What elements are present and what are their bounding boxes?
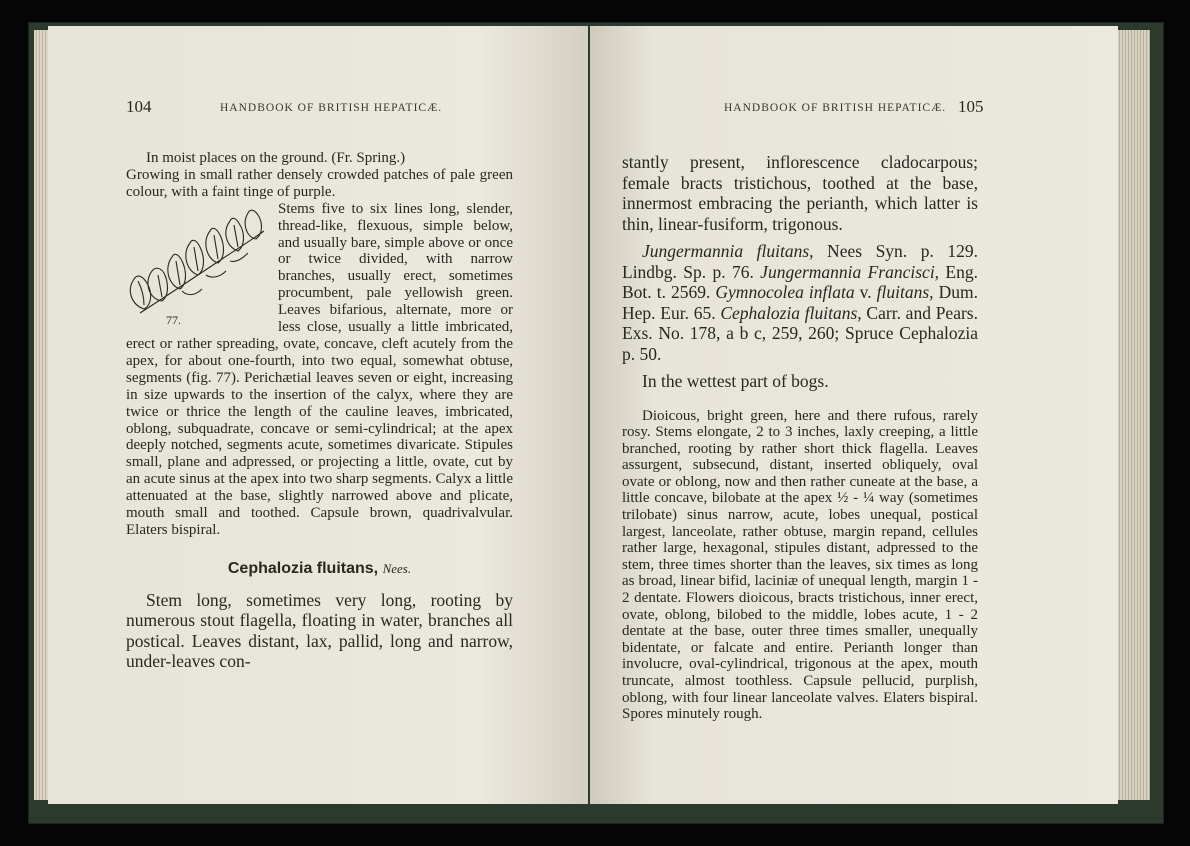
synonymy-ref-3: v. [854, 282, 877, 302]
synonym-3: Gymnocolea inflata [715, 282, 855, 302]
synonymy-ref-1: Nees Syn. p. 129. Lindbg. Sp. p. 76. [622, 241, 978, 282]
synonymy-ref-2: Eng. Bot. t. 2569. [622, 261, 978, 302]
synonymy-ref-4: Dum. Hep. Eur. 65. [622, 282, 978, 323]
synonym-2: Jungermannia Francisci, [760, 261, 940, 282]
continuation-text: stantly present, inflorescence cladocarpous; female bracts tristichous, toothed at the base, innermost embracing the perianth, which latter is thin, linear-fusiform, trigonous. [622, 152, 978, 234]
synonymy-paragraph [622, 241, 978, 364]
right-habitat-text: In the wettest part of bogs. [642, 371, 829, 391]
description-main: Stems five to six lines long, slender, thread-like, flexuous, simple below, and usually bare, simple above or once or twice divided, with narrow branches, usually erect, sometimes procumbent, pale yellowish green. Leaves bifarious, alternate, more or less close, usually a little imbricated, erect or rather spreading, ovate, concave, cleft acutely from the apex, for about one-fourth, into two equal, somewhat obtuse, segments (fig. 77). Perichætial leaves seven or eight, increasing in size upwards to the insertion of the calyx, where they are twice or thrice the length of the cauline leaves, imbricated, oblong, subquadrate, concave or semi-cylindrical; at the apex deeply notched, segments acute, sometimes divaricate. Stipules small, plane and adpressed, or projecting a little, ovate, cut by an acute sinus at the apex into two sharp segments. Calyx a little attenuated at the base, slightly narrowed above and plicate, mouth small and toothed. Capsule brown, quadrivalvular. Elaters bispiral. [126, 200, 513, 538]
leafy-stem-illustration [122, 201, 270, 319]
species-title: Cephalozia fluitans, [227, 559, 379, 577]
figure-77 [122, 201, 270, 329]
habitat-text: In moist places on the ground. (Fr. Spring.) [146, 150, 406, 166]
left-running-header: HANDBOOK OF BRITISH HEPATICÆ. [220, 102, 443, 114]
synonym-5: Cephalozia fluitans, [720, 302, 862, 323]
right-description: Dioicous, bright green, here and there rufous, rarely rosy. Stems elongate, 2 to 3 inches, laxly creeping, a little branched, rooting by rather short thick flagella. Leaves assurgent, subsecund, distant, inserted obliquely, oval ovate or oblong, now and then rather cuneate at the base, a little concave, bilobate at the apex ½ - ¼ way (sometimes trilobate) sinus narrow, acute, lobes unequal, postical largest, lanceolate, rather obtuse, margin repand, cellules rather large, hexagonal, stipules distant, adpressed to the stem, three times shorter than the leaves, six times as long as broad, linear bifid, laciniæ of unequal length, margin 1 - 2 dentate. Flowers dioicous, bracts tristichous, inner erect, ovate, oblong, bilobed to the middle, lobes acute, 1 - 2 dentate at the base, outer three times smaller, unequally bidentate, or falcate and entire. Perianth longer than involucre, oval-cylindrical, trigonous at the apex, mouth truncate, almost toothless. Capsule pellucid, purplish, oblong, with four linear lanceolate valves. Elaters bispiral. Spores minutely rough. [622, 407, 978, 723]
species-heading [126, 561, 513, 578]
right-page-number: 105 [958, 97, 984, 116]
species-author: Nees. [382, 560, 412, 576]
left-page-number: 104 [126, 97, 152, 116]
right-text-column [622, 152, 978, 723]
synonymy-ref-5: Carr. and Pears. Exs. No. 178, a b c, 259, 260; Spruce Cephalozia p. 50. [622, 302, 978, 364]
synonym-4: fluitans, [876, 282, 934, 302]
species-intro-text: Stem long, sometimes very long, rooting by numerous stout flagella, floating in water, branches all postical. Leaves distant, lax, pallid, long and narrow, under-leaves con- [126, 589, 513, 672]
right-running-header: HANDBOOK OF BRITISH HEPATICÆ. [724, 102, 947, 114]
description-intro: Growing in small rather densely crowded patches of pale green colour, with a faint tinge of purple. [126, 166, 513, 200]
left-text-column [126, 150, 513, 672]
synonym-1: Jungermannia fluitans, [642, 241, 814, 261]
figure-number: 77. [166, 312, 181, 327]
